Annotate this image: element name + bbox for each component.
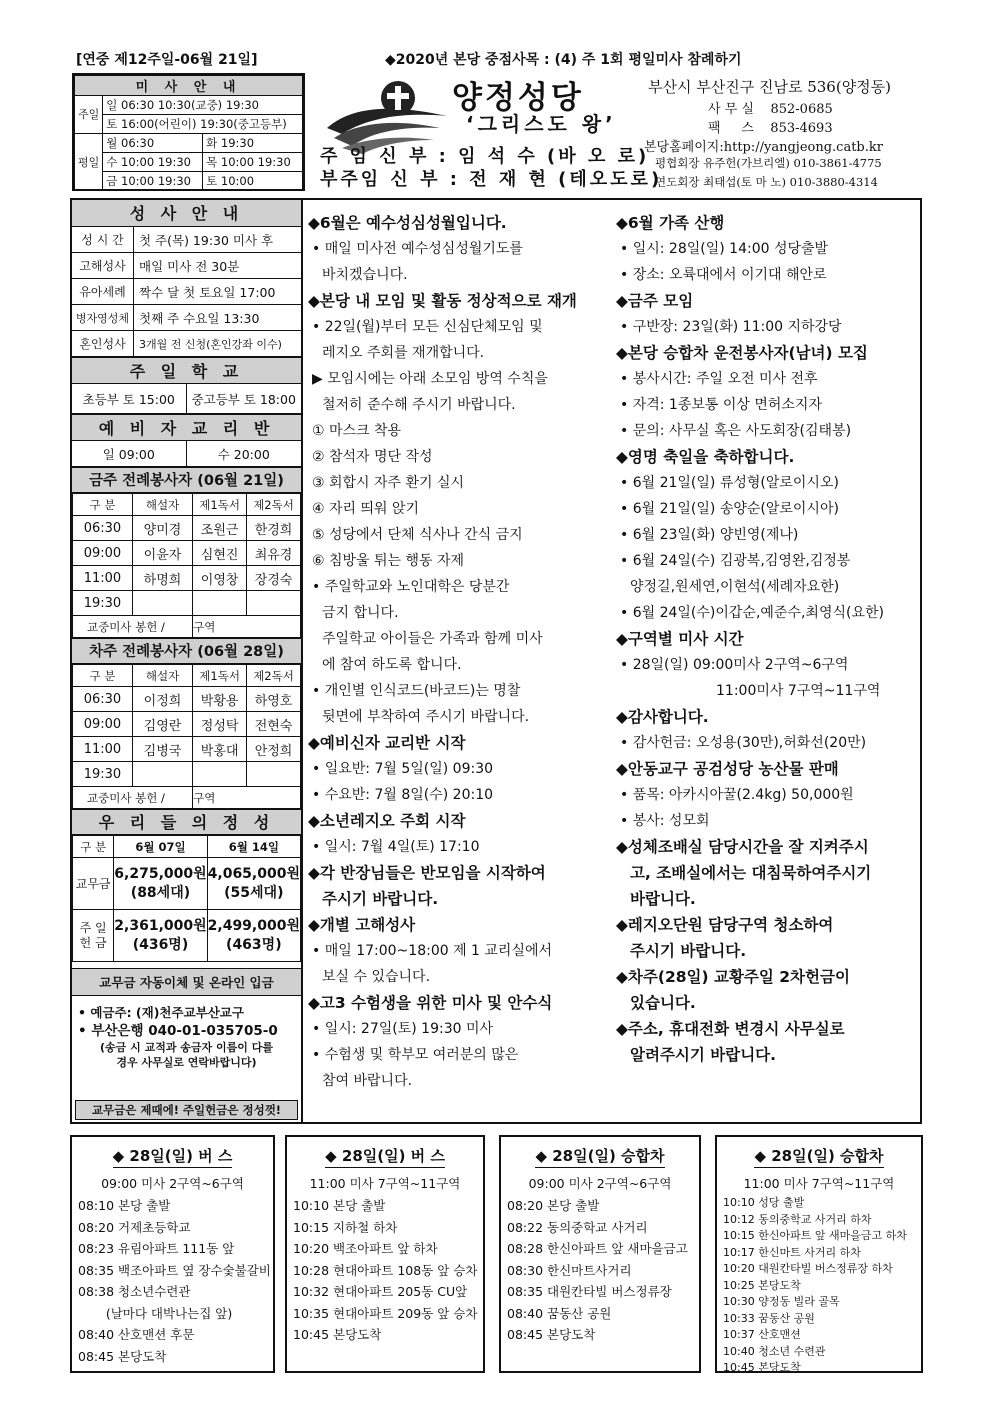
notice-line: • 매일 17:00~18:00 제 1 교리실에서 — [312, 943, 553, 959]
bus-stop: 08:28 한신아파트 앞 새마을금고 — [507, 1241, 688, 1256]
sacrament-key: 유아세례 — [72, 279, 134, 304]
offering-amount: 6,275,000원 — [114, 865, 207, 882]
table-cell: 정성탁 — [193, 712, 247, 737]
notice-line: 금지 합니다. — [322, 605, 399, 621]
bus-stop: 10:20 대원칸타빌 버스정류장 하차 — [723, 1262, 893, 1275]
table-header: 제1독서 — [193, 494, 247, 516]
table-cell: 06:30 — [73, 687, 133, 712]
church-subtitle: ‘그리스도 왕’ — [466, 112, 617, 136]
bus-stop: 08:10 본당 출발 — [78, 1198, 171, 1213]
bus-stop: 08:45 본당도착 — [78, 1348, 167, 1364]
table-footer: 교중미사 봉헌 / — [73, 787, 193, 809]
sacrament-row — [72, 305, 301, 331]
pastoral-slogan: ◆2020년 본당 중점사목 : (4) 주 1회 평일미사 참례하기 — [385, 52, 742, 68]
assistant-pastor-name: 부주임 신 부 : 전 재 현 (테오도로) — [320, 169, 663, 190]
notice-line: • 문의: 사무실 혹은 사도회장(김태봉) — [620, 423, 852, 439]
bus-stop: 10:10 본당 출발 — [293, 1198, 386, 1213]
bus-stop: 10:32 현대아파트 205동 CU앞 — [293, 1284, 468, 1299]
bus-stop: 08:40 꿈동산 공원 — [507, 1305, 612, 1321]
sunday-school-cell: 초등부 토 15:00 — [72, 384, 187, 413]
notice-line: • 감사헌금: 오성용(30만),허화선(20만) — [620, 735, 867, 751]
sacrament-row — [72, 331, 301, 357]
table-cell: 하영호 — [247, 687, 301, 712]
notice-line: • 일시: 27일(토) 19:30 미사 — [312, 1021, 494, 1037]
sunday-school-cell: 중고등부 토 18:00 — [191, 391, 296, 407]
bus-title: ◆ 28일(일) 버 스 — [325, 1147, 445, 1168]
weekday-cell: 화 19:30 — [203, 134, 303, 153]
notice-line: • 수험생 및 학부모 여러분의 많은 — [312, 1047, 519, 1063]
notice-line: ③ 회합시 자주 환기 실시 — [312, 475, 465, 491]
table-header: 제2독서 — [247, 665, 301, 687]
table-cell: 안정희 — [247, 737, 301, 762]
weekday-cell: 목 10:00 19:30 — [203, 153, 303, 172]
table-header: 제2독서 — [247, 494, 301, 516]
bus-stop: (날마다 대박나는집 앞) — [78, 1305, 233, 1321]
bus-schedule-box — [285, 1135, 485, 1373]
bus-stop: 08:40 산호맨션 후문 — [78, 1327, 195, 1342]
notice-heading: ◆소년레지오 주회 시작 — [308, 812, 466, 830]
offering-count: (436명) — [132, 936, 189, 953]
notice-line: • 자격: 1종보통 이상 면허소지자 — [620, 397, 822, 413]
week-label: [연중 제12주일-06월 21일] — [76, 52, 258, 68]
notice-line: ⑥ 침방울 튀는 행동 자제 — [312, 553, 465, 569]
bus-stop: 08:20 거제초등학교 — [78, 1219, 191, 1235]
table-cell: 09:00 — [73, 541, 133, 566]
notice-line: 철저히 준수해 주시기 바랍니다. — [322, 397, 516, 413]
bus-title: ◆ 28일(일) 버 스 — [113, 1147, 233, 1168]
notice-line: • 개인별 인식코드(바코드)는 명찰 — [312, 683, 521, 699]
notice-heading: ◆금주 모임 — [616, 292, 694, 310]
table-cell: 장경숙 — [247, 566, 301, 591]
notice-line: • 28일(일) 09:00미사 2구역~6구역 — [620, 657, 849, 673]
notice-heading: ◆6월 가족 산행 — [616, 214, 725, 232]
catechumen-cell: 수 20:00 — [217, 446, 270, 462]
catechumen-title: 예 비 자 교 리 반 — [72, 414, 301, 441]
sunday-row: 토 16:00(어린이) 19:30(중고등부) — [103, 115, 303, 134]
notice-line: 보실 수 있습니다. — [322, 969, 431, 985]
table-cell: 조원근 — [193, 516, 247, 541]
sacrament-value: 3개월 전 신청(혼인강좌 이수) — [139, 337, 282, 351]
table-header: 6월 07일 — [114, 836, 207, 858]
offering-footer: 교무금은 제때에! 주일헌금은 정성껏! — [75, 1100, 298, 1120]
bus-stop: 10:35 현대아파트 209동 앞 승차 — [293, 1305, 478, 1321]
bus-stop: 08:30 한신마트사거리 — [507, 1262, 632, 1278]
sunday-school-title: 주 일 학 교 — [72, 357, 301, 384]
weekday-cell: 토 10:00 — [203, 172, 303, 191]
youth-chair-contact: 연도회장 최태섭(토 마 노) 010-3880-4314 — [655, 175, 878, 189]
offering-amount: 4,065,000원 — [207, 865, 300, 882]
bus-stop: 10:45 본당도착 — [293, 1327, 382, 1342]
notice-heading: ◆구역별 미사 시간 — [616, 630, 744, 648]
bus-title: ◆ 28일(일) 승합차 — [754, 1147, 883, 1168]
bus-subtitle: 09:00 미사 2구역~6구역 — [528, 1176, 672, 1191]
sunday-row: 일 06:30 10:30(교중) 19:30 — [103, 96, 303, 115]
offering-title: 우 리 들 의 정 성 — [72, 809, 301, 835]
fax-number: 팩 스 853-4693 — [708, 121, 833, 136]
notice-heading: ◆본당 내 모임 및 활동 정상적으로 재개 — [308, 292, 577, 310]
notice-heading: 알려주시기 바랍니다. — [630, 1046, 777, 1064]
offering-count: (55세대) — [224, 884, 284, 901]
table-header: 구 분 — [73, 665, 133, 687]
table-cell — [132, 591, 192, 616]
notice-heading: ◆레지오단원 담당구역 청소하여 — [616, 916, 834, 934]
homepage-link[interactable]: 본당홈페이지:http://yangjeong.catb.kr — [644, 140, 883, 155]
table-cell: 박홍대 — [193, 737, 247, 762]
account-holder: • 예금주: (재)천주교부산교구 — [78, 1005, 244, 1020]
sacrament-value: 첫째 주 수요일 13:30 — [139, 310, 260, 326]
notice-heading: ◆안동교구 공검성당 농산물 판매 — [616, 760, 839, 778]
table-footer: 구역 — [193, 787, 301, 809]
notice-heading: 주시기 바랍니다. — [322, 890, 439, 908]
sacrament-value: 첫 주(목) 19:30 미사 후 — [139, 232, 274, 248]
notice-line: • 수요반: 7월 8일(수) 20:10 — [312, 787, 494, 803]
notice-line: 레지오 주회를 재개합니다. — [322, 345, 485, 361]
table-cell: 하명희 — [132, 566, 192, 591]
bus-stop: 08:23 유림아파트 111동 앞 — [78, 1241, 235, 1256]
notice-line: • 매일 미사전 예수성심성월기도를 — [312, 241, 523, 257]
servers-this-table — [72, 493, 301, 638]
sacrament-key: 성 시 간 — [72, 227, 134, 252]
sacrament-row — [72, 279, 301, 305]
table-header: 제1독서 — [193, 665, 247, 687]
notice-line: • 장소: 오륙대에서 이기대 해안로 — [620, 267, 827, 283]
catechumen-cell: 일 09:00 — [72, 441, 187, 466]
table-cell: 이정희 — [132, 687, 192, 712]
notice-line: • 봉사: 성모회 — [620, 813, 710, 829]
bus-stop: 10:15 지하철 하차 — [293, 1219, 398, 1235]
middle-notice-column — [308, 210, 620, 1094]
table-cell: 11:00 — [73, 737, 133, 762]
table-cell — [193, 762, 247, 787]
bus-stop: 10:15 한신아파트 앞 새마을금고 하차 — [723, 1229, 907, 1242]
offering-count: (463명) — [226, 936, 282, 953]
notice-line: • 6월 23일(화) 양빈영(제나) — [620, 527, 799, 543]
bus-stop: 08:35 백조아파트 옆 장수숯불갈비 — [78, 1262, 271, 1278]
bus-stop: 10:20 백조아파트 앞 하차 — [293, 1241, 438, 1256]
offering-amount: 2,361,000원 — [114, 917, 207, 934]
transfer-note: (송금 시 교적과 송금자 이름이 다를 — [100, 1041, 273, 1054]
offering-count: (88세대) — [130, 884, 191, 901]
bus-stop: 08:38 청소년수련관 — [78, 1284, 191, 1299]
sacrament-row — [72, 253, 301, 279]
table-cell: 전현숙 — [247, 712, 301, 737]
table-cell: 이윤자 — [132, 541, 192, 566]
bus-stop: 10:25 본당도착 — [723, 1278, 801, 1292]
offering-row-label: 주 일 헌 금 — [73, 910, 114, 962]
notice-line: 에 참여 하도록 합니다. — [322, 657, 462, 673]
notice-heading: ◆본당 승합차 운전봉사자(남녀) 모집 — [616, 344, 868, 362]
bus-stop: 10:17 한신마트 사거리 하차 — [723, 1245, 861, 1259]
notice-line: • 22일(월)부터 모든 신심단체모임 및 — [312, 319, 543, 335]
table-cell: 19:30 — [73, 762, 133, 787]
notice-heading: ◆감사합니다. — [616, 708, 709, 726]
notice-line: • 봉사시간: 주일 오전 미사 전후 — [620, 371, 818, 387]
left-info-column — [72, 200, 303, 1122]
bus-stop: 10:28 현대아파트 108동 앞 승차 — [293, 1262, 478, 1278]
bus-stop: 08:22 동의중학교 사거리 — [507, 1219, 648, 1235]
table-cell: 한경희 — [247, 516, 301, 541]
notice-heading: 고, 조배실에서는 대침묵하여주시기 — [630, 864, 872, 882]
table-cell: 양미경 — [132, 516, 192, 541]
servers-this-title: 금주 전례봉사자 (06월 21일) — [72, 467, 301, 493]
notice-line: • 일시: 7월 4일(토) 17:10 — [312, 839, 480, 855]
bank-account: • 부산은행 040-01-035705-0 — [78, 1023, 278, 1039]
right-notice-column — [616, 210, 918, 1068]
notice-heading: ◆차주(28일) 교황주일 2차헌금이 — [616, 968, 850, 986]
table-header: 해설자 — [132, 494, 192, 516]
notice-heading: ◆영명 축일을 축하합니다. — [616, 448, 795, 466]
transfer-title: 교무금 자동이체 및 온라인 입금 — [72, 968, 301, 996]
notice-line: ② 참석자 명단 작성 — [312, 449, 433, 465]
bus-schedule-box — [715, 1135, 923, 1373]
table-cell: 최유경 — [247, 541, 301, 566]
table-cell — [247, 762, 301, 787]
bus-stop: 10:10 성당 출발 — [723, 1196, 805, 1209]
notice-heading: 있습니다. — [630, 994, 696, 1012]
weekday-label: 평일 — [75, 134, 103, 191]
notice-line: • 주일학교와 노인대학은 당분간 — [312, 579, 510, 595]
sunday-school-row — [72, 384, 301, 414]
notice-line: • 6월 24일(수) 김광복,김영완,김정봉 — [620, 553, 851, 569]
bus-subtitle: 09:00 미사 2구역~6구역 — [101, 1176, 244, 1191]
catechumen-row — [72, 441, 301, 467]
notice-line: 바치겠습니다. — [322, 267, 408, 283]
sacrament-value: 매일 미사 전 30분 — [139, 258, 240, 274]
notice-heading: ◆주소, 휴대전화 변경시 사무실로 — [616, 1020, 845, 1038]
notice-line: • 일시: 28일(일) 14:00 성당출발 — [620, 241, 829, 257]
table-cell: 심현진 — [193, 541, 247, 566]
bus-subtitle: 11:00 미사 7구역~11구역 — [309, 1176, 461, 1191]
notice-heading: ◆개별 고해성사 — [308, 916, 416, 934]
table-cell: 09:00 — [73, 712, 133, 737]
sacrament-key: 혼인성사 — [72, 331, 134, 356]
sacrament-row — [72, 227, 301, 253]
notice-line: • 6월 24일(수)이갑순,예준수,최영식(요한) — [620, 605, 884, 621]
table-cell: 06:30 — [73, 516, 133, 541]
notice-line: • 일요반: 7월 5일(일) 09:30 — [312, 761, 494, 777]
notice-line: 주일학교 아이들은 가족과 함께 미사 — [322, 631, 543, 647]
table-header: 구 분 — [73, 836, 114, 858]
weekday-cell: 금 10:00 19:30 — [103, 172, 203, 191]
notice-line: • 구반장: 23일(화) 11:00 지하강당 — [620, 319, 842, 335]
notice-heading: ◆성체조배실 담당시간을 잘 지켜주시 — [616, 838, 869, 856]
notice-line: ④ 자리 띄워 앉기 — [312, 501, 420, 517]
notice-line: • 6월 21일(일) 류성형(알로이시오) — [620, 475, 839, 491]
notice-heading: ◆6월은 예수성심성월입니다. — [308, 214, 507, 232]
mass-schedule-title: 미 사 안 내 — [75, 76, 303, 96]
bus-stop: 08:45 본당도착 — [507, 1327, 596, 1342]
sunday-label: 주일 — [75, 96, 103, 134]
notice-heading: ◆고3 수험생을 위한 미사 및 안수식 — [308, 994, 553, 1012]
office-phone: 사 무 실 852-0685 — [708, 102, 833, 117]
sacrament-key: 고해성사 — [72, 253, 134, 278]
servers-next-title: 차주 전례봉사자 (06월 28일) — [72, 638, 301, 664]
servers-next-table — [72, 664, 301, 809]
notice-line: ▶ 모임시에는 아래 소모임 방역 수칙을 — [312, 371, 548, 387]
mass-schedule-box — [72, 73, 305, 191]
notice-line: • 품목: 아카시아꿀(2.4kg) 50,000원 — [620, 787, 854, 803]
church-address: 부산시 부산진구 진남로 536(양정동) — [648, 78, 892, 96]
table-header: 해설자 — [132, 665, 192, 687]
table-cell: 박황용 — [193, 687, 247, 712]
church-name: 양정성당 — [452, 80, 584, 116]
notice-line: ⑤ 성당에서 단체 식사나 간식 금지 — [312, 527, 523, 543]
sacrament-key: 병자영성체 — [72, 305, 134, 330]
table-cell — [247, 591, 301, 616]
bus-subtitle: 11:00 미사 7구역~11구역 — [743, 1176, 895, 1191]
bus-stop: 10:40 청소년 수련관 — [723, 1344, 826, 1358]
notice-line: 양정길,원세연,이현석(세례자요한) — [630, 579, 840, 595]
weekday-cell: 월 06:30 — [103, 134, 203, 153]
bus-stop: 10:37 산호맨션 — [723, 1328, 801, 1341]
notice-line: 11:00미사 7구역~11구역 — [716, 683, 881, 699]
notice-line: ① 마스크 착용 — [312, 423, 402, 439]
bus-title: ◆ 28일(일) 승합차 — [535, 1147, 664, 1168]
table-header: 구 분 — [73, 494, 133, 516]
notice-heading: ◆각 반장님들은 반모임을 시작하여 — [308, 864, 546, 882]
table-cell: 김병국 — [132, 737, 192, 762]
offering-row-label: 교무금 — [73, 858, 114, 910]
bus-stop: 10:33 꿈동산 공원 — [723, 1311, 815, 1325]
bus-stop: 08:20 본당 출발 — [507, 1198, 600, 1213]
offering-table — [72, 835, 301, 962]
table-footer: 교중미사 봉헌 / — [73, 616, 193, 638]
bus-schedule-box — [499, 1135, 701, 1373]
transfer-note: 경우 사무실로 연락바랍니다) — [116, 1056, 257, 1069]
bus-stop: 10:45 본당도착 — [723, 1361, 801, 1374]
table-cell: 19:30 — [73, 591, 133, 616]
table-footer: 구역 — [193, 616, 301, 638]
table-cell: 이영창 — [193, 566, 247, 591]
notice-line: 뒷면에 부착하여 주시기 바랍니다. — [322, 709, 530, 725]
notice-line: 참여 바랍니다. — [322, 1073, 413, 1089]
pastor-name: 주 임 신 부 : 임 석 수 (바 오 로) — [320, 146, 650, 167]
notice-heading: 주시기 바랍니다. — [630, 942, 747, 960]
table-cell — [193, 591, 247, 616]
offering-amount: 2,499,000원 — [207, 917, 300, 934]
table-header: 6월 14일 — [207, 836, 300, 858]
bus-stop: 08:35 대원칸타빌 버스정류장 — [507, 1284, 672, 1299]
notice-heading: 바랍니다. — [630, 890, 696, 908]
weekday-cell: 수 10:00 19:30 — [103, 153, 203, 172]
sacrament-value: 짝수 달 첫 토요일 17:00 — [139, 284, 276, 300]
bus-stop: 10:12 동의중학교 사거리 하차 — [723, 1212, 872, 1226]
notice-heading: ◆예비신자 교리반 시작 — [308, 734, 466, 752]
council-chair-contact: 평협회장 유주헌(가브리엘) 010-3861-4775 — [655, 156, 882, 170]
table-cell — [132, 762, 192, 787]
table-cell: 11:00 — [73, 566, 133, 591]
sacraments-title: 성 사 안 내 — [72, 200, 301, 227]
notice-line: • 6월 21일(일) 송양순(알로이시아) — [620, 501, 839, 517]
bus-schedule-box — [70, 1135, 275, 1373]
bus-stop: 10:30 양정동 빌라 골목 — [723, 1295, 840, 1308]
table-cell: 김영란 — [132, 712, 192, 737]
